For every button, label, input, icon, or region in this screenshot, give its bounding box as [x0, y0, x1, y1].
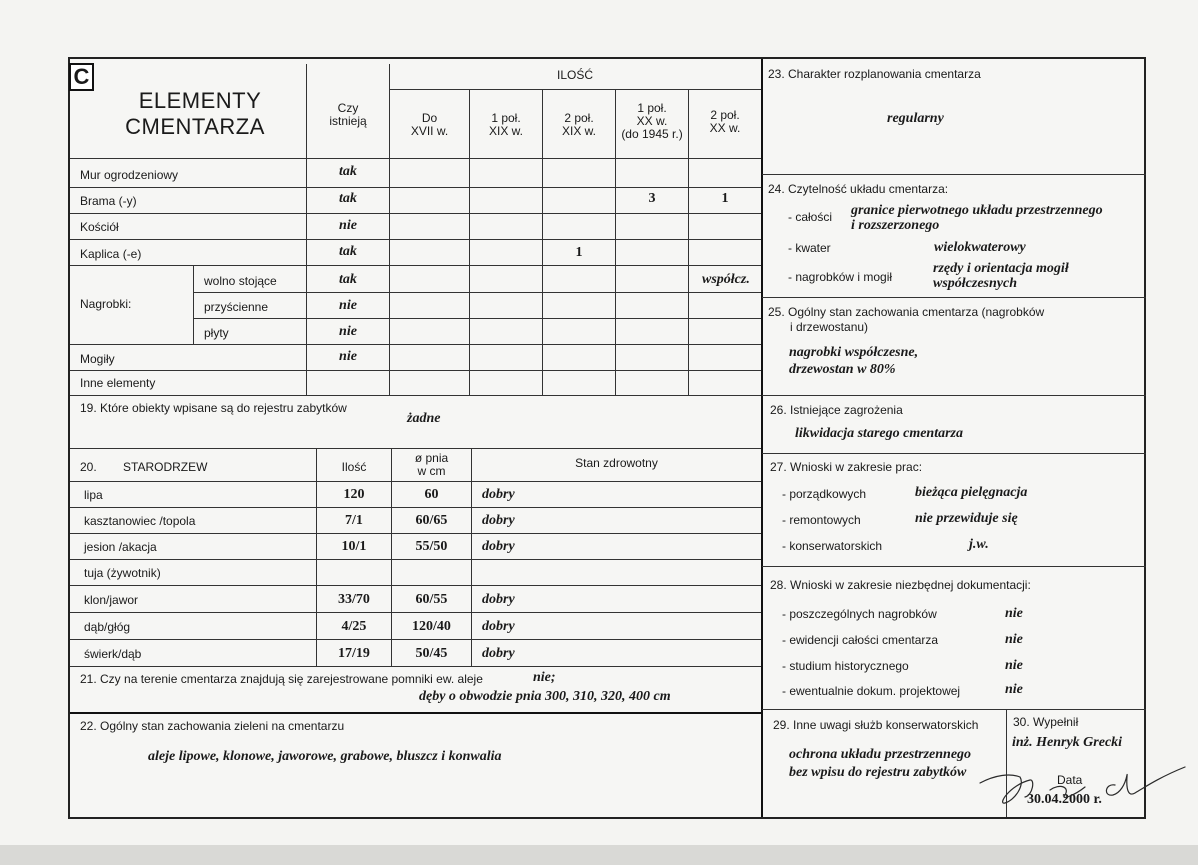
tree-health: dobry [482, 513, 515, 528]
tree-count: 10/1 [341, 539, 367, 554]
row-label: Kościół [80, 220, 119, 234]
q27-item-label: - remontowych [782, 513, 861, 527]
row-exists: nie [339, 298, 357, 313]
q20-title: STARODRZEW [123, 460, 208, 474]
tree-diam: 55/50 [415, 539, 448, 554]
period-5-l1: 2 poł. [710, 108, 740, 122]
q28-item-value: nie [1005, 658, 1023, 673]
period-2-l2: XIX w. [488, 124, 523, 138]
elements-title-line1: ELEMENTY [138, 88, 262, 113]
q27-item-label: - porządkowych [782, 487, 867, 501]
tree-health: dobry [482, 646, 515, 661]
q21-label: 21. Czy na terenie cmentarza znajdują się zarejestrowane pomniki ew. aleje [80, 672, 483, 686]
period-3-l2: XIX w. [561, 124, 596, 138]
q28-item-label: - ewentualnie dokum. projektowej [782, 684, 961, 698]
tree-species: tuja (żywotnik) [84, 566, 161, 580]
tree-species: świerk/dąb [84, 647, 142, 661]
row-label: Brama (-y) [80, 194, 137, 208]
q23-label: 23. Charakter rozplanowania cmentarza [768, 67, 981, 81]
q24-item-label: - kwater [788, 241, 831, 255]
tree-count: 120 [343, 487, 365, 502]
q22-label: 22. Ogólny stan zachowania zieleni na cmentarzu [80, 719, 345, 733]
tree-health: dobry [482, 487, 515, 502]
q28-label: 28. Wnioski w zakresie niezbędnej dokumentacji: [770, 578, 1031, 592]
row-label: przyścienne [204, 300, 269, 314]
handwritten-signature [975, 755, 1190, 815]
q27-item-label: - konserwatorskich [782, 539, 883, 553]
q24-item-value: wielokwaterowy [934, 240, 1026, 255]
tree-count: 17/19 [338, 646, 370, 661]
q24-item-value: granice pierwotnego układu przestrzennego [851, 203, 1103, 218]
section-label: C [69, 63, 94, 91]
q25-label-l1: 25. Ogólny stan zachowania cmentarza (nagrobków [768, 305, 1045, 319]
tree-species: jesion /akacja [84, 540, 157, 554]
q28-item-value: nie [1005, 606, 1023, 621]
q29-label: 29. Inne uwagi służb konserwatorskich [773, 718, 979, 732]
q28-item-value: nie [1005, 682, 1023, 697]
form-frame [68, 57, 1146, 819]
col-quantity: ILOŚĆ [556, 68, 593, 82]
q30-name: inż. Henryk Grecki [1012, 735, 1123, 750]
row-exists: tak [339, 244, 357, 259]
row-label: Mogiły [80, 352, 115, 366]
q20-col-diam-l2: w cm [417, 464, 446, 478]
q28-item-label: - ewidencji całości cmentarza [782, 633, 939, 647]
q21-value2: dęby o obwodzie pnia 300, 310, 320, 400 cm [419, 689, 671, 704]
q28-item-label: - poszczególnych nagrobków [782, 607, 937, 621]
q30-date: 30.04.2000 r. [1027, 792, 1102, 807]
q27-item-value: bieżąca pielęgnacja [915, 485, 1028, 500]
tree-species: klon/jawor [84, 593, 139, 607]
q25-label-l2: i drzewostanu) [790, 320, 869, 334]
tree-count: 7/1 [345, 513, 363, 528]
q19-label: 19. Które obiekty wpisane są do rejestru zabytków [80, 401, 347, 415]
q26-value: likwidacja starego cmentarza [795, 426, 963, 441]
period-1-l2: XVII w. [410, 124, 449, 138]
tree-species: dąb/głóg [84, 620, 131, 634]
q28-item-label: - studium historycznego [782, 659, 909, 673]
q28-item-value: nie [1005, 632, 1023, 647]
period-4-l2: XX w. [636, 114, 668, 128]
tree-health: dobry [482, 592, 515, 607]
row-label: wolno stojące [204, 274, 277, 288]
row-qty: 1 [721, 191, 729, 206]
tree-diam: 120/40 [412, 619, 451, 634]
period-2-l1: 1 poł. [491, 111, 521, 125]
q29-value-l1: ochrona układu przestrzennego [789, 747, 972, 762]
row-label: Mur ogrodzeniowy [80, 168, 179, 182]
tree-count: 33/70 [338, 592, 370, 607]
period-4-l3: (do 1945 r.) [621, 127, 683, 141]
row-exists: tak [339, 272, 357, 287]
tree-health: dobry [482, 539, 515, 554]
col-exists-l2: istnieją [329, 114, 367, 128]
q26-label: 26. Istniejące zagrożenia [770, 403, 903, 417]
q22-value: aleje lipowe, klonowe, jaworowe, grabowe, bluszcz i konwalia [148, 749, 502, 764]
tree-health: dobry [482, 619, 515, 634]
q27-label: 27. Wnioski w zakresie prac: [770, 460, 923, 474]
row-qty: 3 [648, 191, 656, 206]
q20-col-diam-l1: ø pnia [414, 451, 449, 465]
q29-value-l2: bez wpisu do rejestru zabytków [789, 765, 967, 780]
tree-diam: 50/45 [415, 646, 448, 661]
q24-label: 24. Czytelność układu cmentarza: [768, 182, 949, 196]
q21-value1: nie; [533, 670, 556, 685]
row-exists: tak [339, 191, 357, 206]
row-exists: nie [339, 324, 357, 339]
graves-label: Nagrobki: [80, 297, 132, 311]
tree-diam: 60/55 [415, 592, 448, 607]
period-1-l1: Do [421, 111, 438, 125]
period-4-l1: 1 poł. [637, 101, 667, 115]
tree-diam: 60 [424, 487, 439, 502]
q30-date-label: Data [1057, 773, 1083, 787]
tree-species: lipa [84, 488, 103, 502]
q25-value-l2: drzewostan w 80% [789, 362, 896, 377]
q24-item-value: rzędy i orientacja mogił [933, 261, 1069, 276]
row-exists: tak [339, 164, 357, 179]
row-qty: współcz. [702, 272, 750, 287]
tree-diam: 60/65 [415, 513, 448, 528]
q27-item-value: j.w. [969, 537, 989, 552]
q30-label: 30. Wypełnił [1013, 715, 1079, 729]
period-3-l1: 2 poł. [564, 111, 594, 125]
period-5-l2: XX w. [709, 121, 741, 135]
q19-value: żadne [407, 411, 441, 426]
tree-count: 4/25 [341, 619, 367, 634]
row-label: Kaplica (-e) [80, 247, 142, 261]
col-exists-l1: Czy [337, 101, 359, 115]
q24-item-value-cont: współczesnych [933, 276, 1017, 291]
row-label: płyty [204, 326, 229, 340]
q20-col-health: Stan zdrowotny [575, 456, 658, 470]
row-label: Inne elementy [80, 376, 156, 390]
row-qty: 1 [575, 245, 583, 260]
q24-item-value-cont: i rozszerzonego [851, 218, 940, 233]
tree-species: kasztanowiec /topola [84, 514, 196, 528]
row-exists: nie [339, 218, 357, 233]
elements-title-line2: CMENTARZA [125, 114, 265, 139]
q23-value: regularny [887, 111, 944, 126]
q25-value-l1: nagrobki współczesne, [789, 345, 919, 360]
q24-item-label: - całości [788, 210, 833, 224]
q27-item-value: nie przewiduje się [915, 511, 1018, 526]
q20-col-count: Ilość [341, 460, 367, 474]
row-exists: nie [339, 349, 357, 364]
q24-item-label: - nagrobków i mogił [788, 270, 893, 284]
q20-number: 20. [80, 460, 97, 474]
